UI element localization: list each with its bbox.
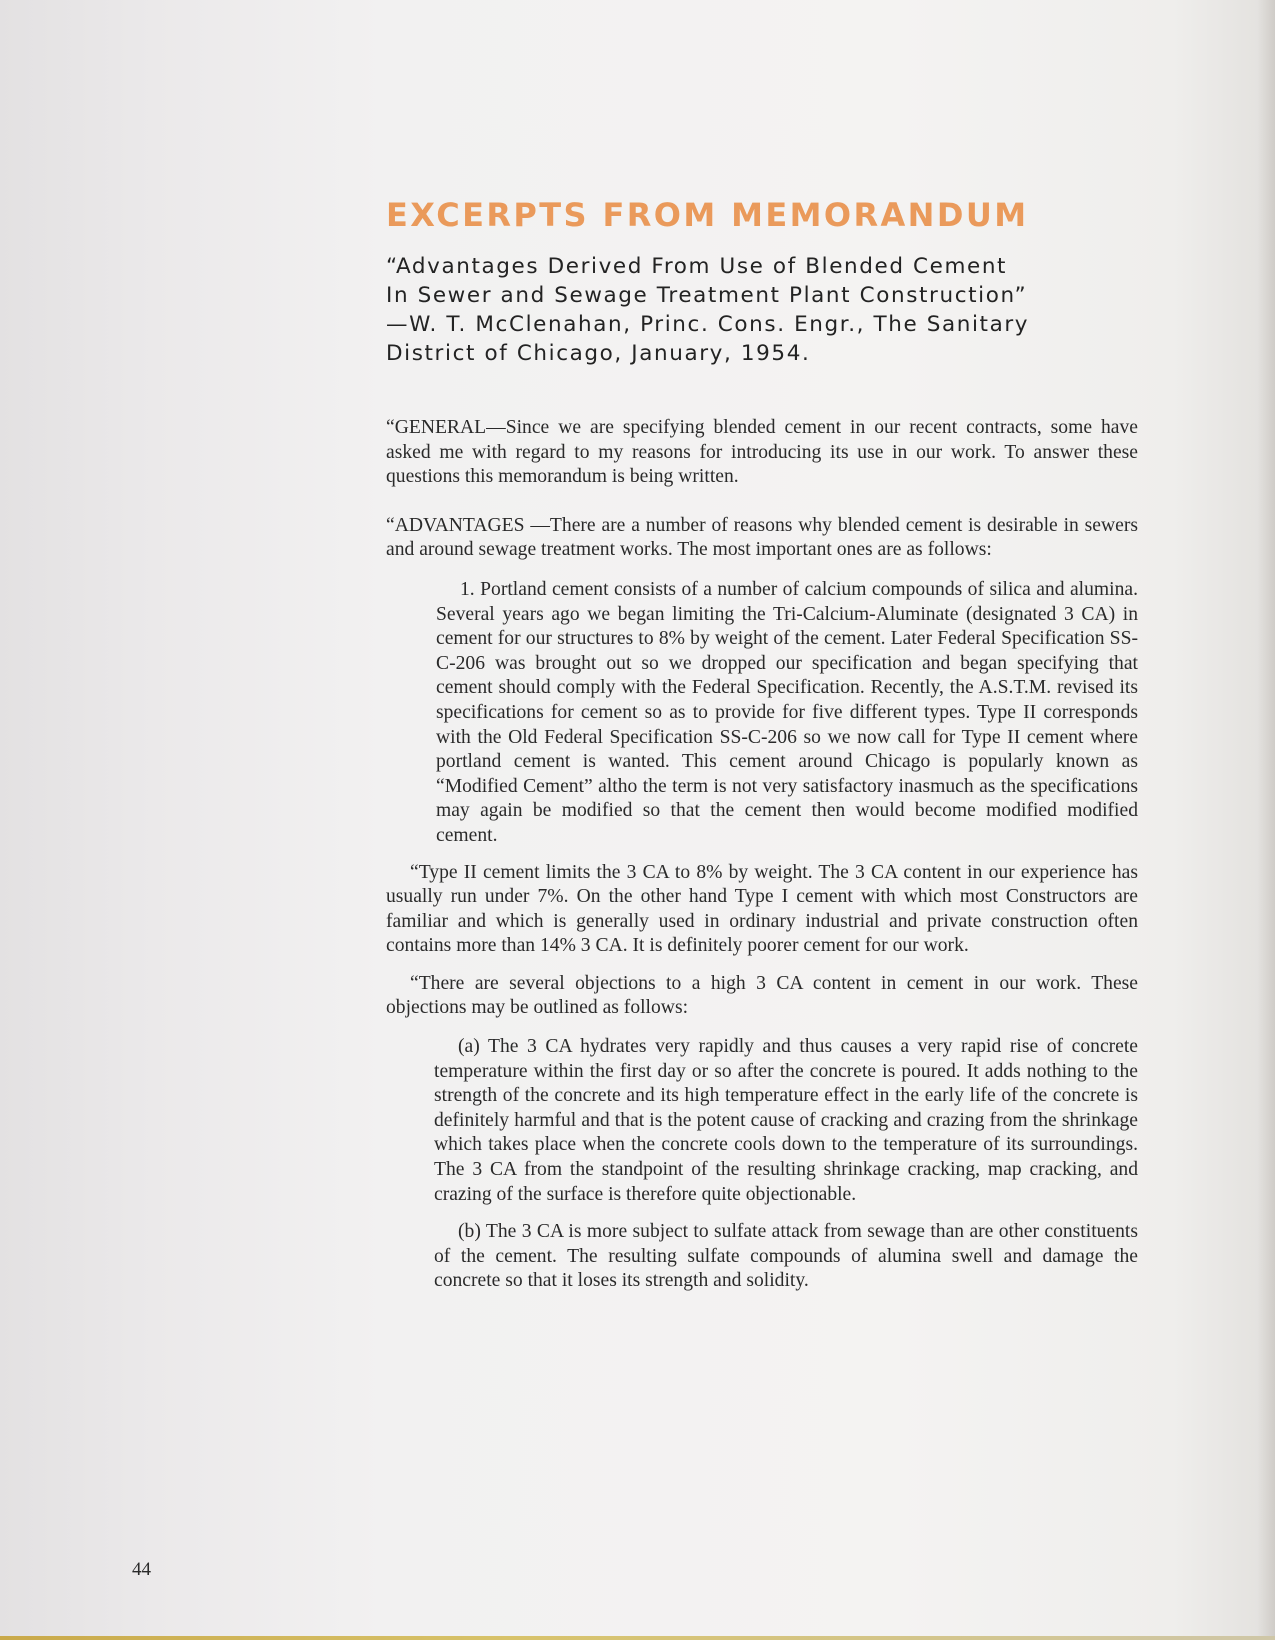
citation-line: —W. T. McClenahan, Princ. Cons. Engr., The Sanitary [386, 312, 1030, 337]
citation-line: In Sewer and Sewage Treatment Plant Construction” [386, 283, 1028, 308]
paragraph-objections: “There are several objections to a high 3 CA content in cement in our work. These objections may be outlined as follows: [386, 972, 1138, 1019]
paragraph-item-a: (a) The 3 CA hydrates very rapidly and thus causes a very rapid rise of concrete temperature within the first day or so after the concrete is poured. It adds nothing to the strength of the concrete and its high temperature effect in the early life of the concrete is definitely harmful and that is the potent cause of cracking and crazing from the shrinkage which takes place when the concrete cools down to the temperature of its surroundings. The 3 CA from the standpoint of the resulting shrinkage cracking, map cracking, and crazing of the surface is therefore quite objectionable. [434, 1036, 1138, 1205]
paragraph-general: “GENERAL—Since we are specifying blended cement in our recent contracts, some have asked me with regard to my reasons for introducing its use in our work. To answer these questions this memorandum is being written. [386, 417, 1138, 488]
citation-line: District of Chicago, January, 1954. [386, 341, 811, 366]
memorandum-content [386, 196, 1138, 1294]
paragraph-item-b: (b) The 3 CA is more subject to sulfate attack from sewage than are other constituents of the cement. The resulting sulfate compounds of alumina swell and damage the concrete so that it loses its strength and solidity. [434, 1221, 1138, 1292]
citation-line: “Advantages Derived From Use of Blended Cement [386, 254, 1008, 279]
paragraph-type-ii: “Type II cement limits the 3 CA to 8% by weight. The 3 CA content in our experience has usually run under 7%. On the other hand Type I cement with which most Constructors are familiar and which is generally used in ordinary industrial and private construction often contains more than 14% 3 CA. It is definitely poorer cement for our work. [386, 861, 1138, 957]
page-edge-shadow [1257, 0, 1275, 1640]
scan-bottom-edge [0, 1636, 1275, 1640]
memorandum-citation [386, 252, 1138, 368]
page-number: 44 [132, 1559, 151, 1580]
memorandum-body [386, 416, 1138, 1294]
paragraph-advantages: “ADVANTAGES —There are a number of reasons why blended cement is desirable in sewers and around sewage treatment works. The most important ones are as follows: [386, 514, 1138, 561]
paragraph-item-1: 1. Portland cement consists of a number of calcium compounds of silica and alumina. Several years ago we began limiting the Tri-Calcium-Aluminate (designated 3 CA) in cement for our structures to 8% by weight of the cement. Later Federal Specification SS-C-206 was brought out so we dropped our specification and began specifying that cement should comply with the Federal Specification. Recently, the A.S.T.M. revised its specifications for cement so as to provide for five different types. Type II corresponds with the Old Federal Specification SS-C-206 so we now call for Type II cement where portland cement is wanted. This cement around Chicago is popularly known as “Modified Cement” altho the term is not very satisfactory inasmuch as the specifications may again be modified so that the cement then would become modified modified cement. [436, 578, 1138, 846]
page-title: EXCERPTS FROM MEMORANDUM [386, 196, 1029, 234]
